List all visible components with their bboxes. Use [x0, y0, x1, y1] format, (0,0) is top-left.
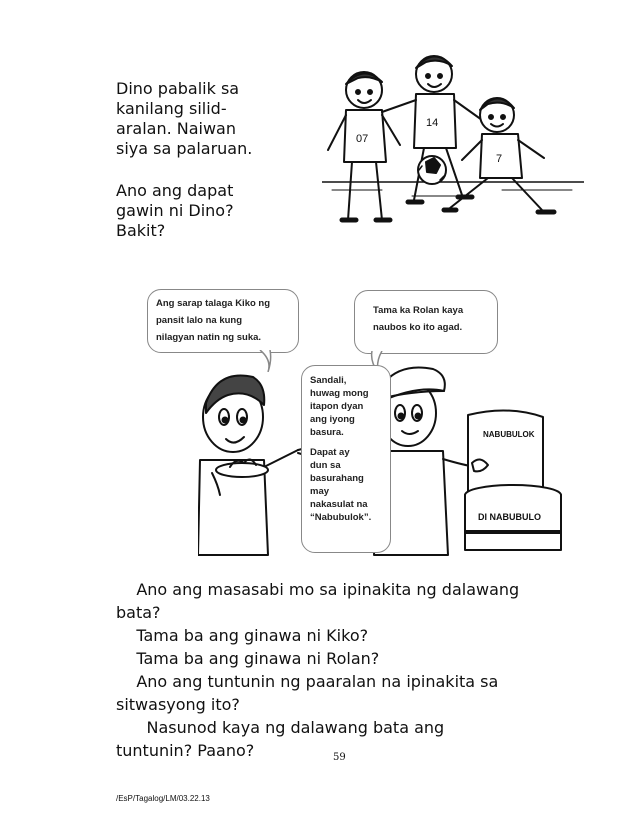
bubble-tail-icon	[258, 350, 278, 372]
bubble-line: may	[310, 486, 330, 497]
bubble-line: basura.	[310, 427, 344, 438]
question-line: bata?	[116, 603, 161, 622]
bin-label: NABUBULOK	[483, 430, 535, 439]
intro-line: Dino pabalik sa	[116, 79, 240, 98]
intro-text	[116, 79, 276, 241]
bubble-line: ang iyong	[310, 414, 355, 425]
jersey-number: 14	[426, 117, 439, 129]
spacer	[310, 439, 386, 446]
footer-code: /EsP/Tagalog/LM/03.22.13	[116, 794, 210, 803]
question-line: Ano ang masasabi mo sa ipinakita ng dalawang	[116, 580, 520, 599]
intro-line: siya sa palaruan.	[116, 139, 253, 158]
bin-label: DI NABUBULO	[478, 512, 541, 522]
spacer	[116, 159, 276, 181]
bubble-line: basurahang	[310, 473, 364, 484]
bubble-line: nakasulat na	[310, 499, 368, 510]
question-line: gawin ni Dino?	[116, 201, 234, 220]
question-line: tuntunin? Paano?	[116, 741, 255, 760]
bubble-line: “Nabubulok”.	[310, 512, 372, 523]
speech-bubble-rolan	[354, 290, 498, 354]
bubble-line: naubos ko ito agad.	[373, 322, 463, 333]
bubble-line: nilagyan natin ng suka.	[156, 332, 262, 343]
bubble-line: Sandali,	[310, 375, 347, 386]
bubble-line: pansit lalo na kung	[156, 315, 243, 326]
speech-bubble-center	[301, 365, 391, 553]
question-line: Nasunod kaya ng dalawang bata ang	[116, 718, 445, 737]
question-line: Ano ang dapat	[116, 181, 234, 200]
question-line: Tama ba ang ginawa ni Kiko?	[116, 626, 369, 645]
question-line: Tama ba ang ginawa ni Rolan?	[116, 649, 380, 668]
bubble-line: huwag mong	[310, 388, 369, 399]
question-line: sitwasyong ito?	[116, 695, 240, 714]
bubble-line: Ang sarap talaga Kiko ng	[156, 298, 271, 309]
question-line: Bakit?	[116, 221, 166, 240]
bubble-line: Tama ka Rolan kaya	[373, 305, 464, 316]
speech-bubble-kiko	[147, 289, 299, 353]
questions-block	[116, 578, 576, 762]
jersey-number: 7	[496, 153, 503, 165]
bubble-line: itapon dyan	[310, 401, 364, 412]
soccer-kids-illustration	[322, 20, 584, 235]
intro-line: kanilang silid-	[116, 99, 227, 118]
bubble-line: dun sa	[310, 460, 341, 471]
page-number: 59	[333, 752, 346, 763]
bubble-line: Dapat ay	[310, 447, 350, 458]
intro-line: aralan. Naiwan	[116, 119, 236, 138]
question-line: Ano ang tuntunin ng paaralan na ipinakita sa	[116, 672, 499, 691]
jersey-number: 07	[356, 133, 369, 145]
